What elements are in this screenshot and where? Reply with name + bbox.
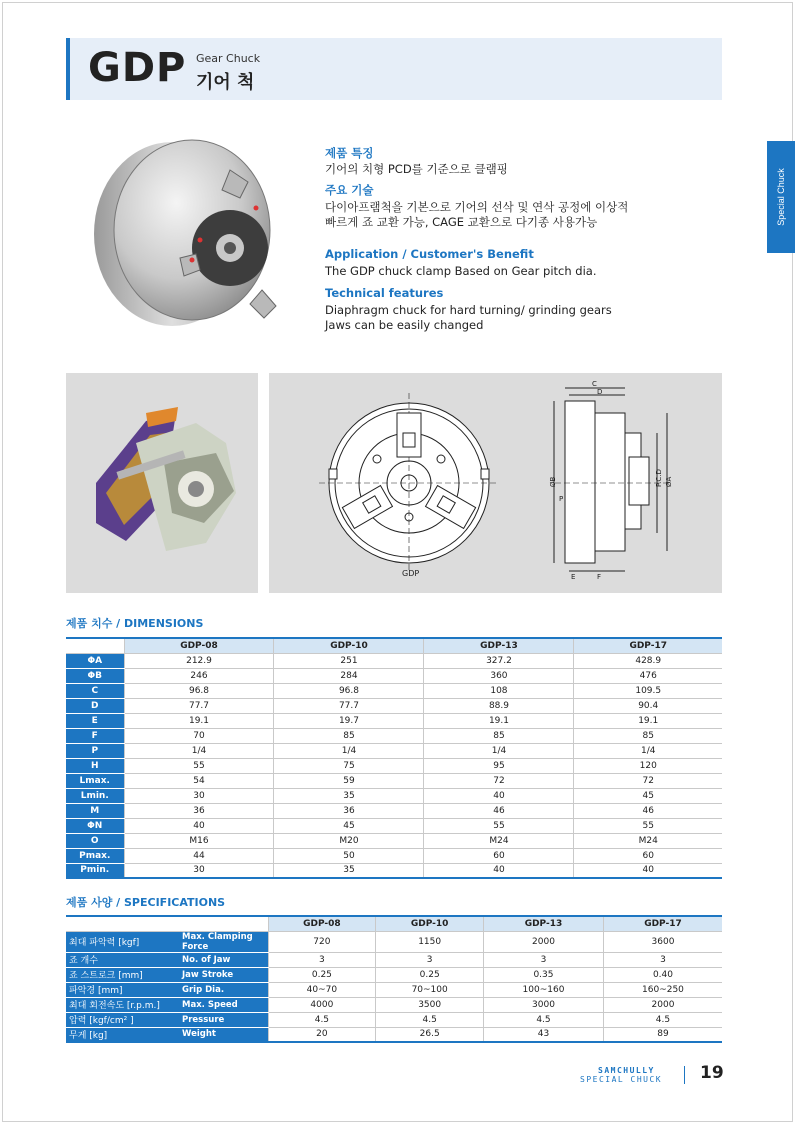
dimensions-row [66,713,722,728]
dimensions-row-label: Pmin. [66,863,124,878]
specifications-table [66,915,722,1043]
specifications-cell: 89 [603,1027,722,1042]
dimensions-row [66,728,722,743]
dim-col-header: GDP-13 [424,638,574,653]
dimensions-cell: 50 [274,848,424,863]
page-subtitle-ko: 기어 척 [196,72,255,93]
dimensions-cell: 59 [274,773,424,788]
dimensions-body [66,653,722,878]
dimensions-cell: 90.4 [574,698,722,713]
feature-text-en-2b: Jaws can be easily changed [325,318,484,332]
dimensions-row [66,803,722,818]
specifications-cell: 3 [484,952,604,967]
dimensions-row [66,683,722,698]
specifications-cell: 26.5 [376,1027,484,1042]
specifications-cell: 0.25 [376,967,484,982]
dimensions-cell: 19.1 [424,713,574,728]
specifications-cell: 40~70 [268,982,376,997]
dimensions-table [66,637,722,879]
dim-col-header: GDP-08 [124,638,274,653]
dimensions-row-label: E [66,713,124,728]
feature-text-en-2a: Diaphragm chuck for hard turning/ grinding gears [325,303,612,317]
dimensions-cell: 19.1 [124,713,274,728]
specifications-row-label-en: No. of Jaw [178,952,268,967]
dimensions-cell: 120 [574,758,722,773]
dimensions-row-label: F [66,728,124,743]
dimensions-cell: M16 [124,833,274,848]
specifications-cell: 0.25 [268,967,376,982]
dimensions-cell: 95 [424,758,574,773]
dimensions-row-label: ΦA [66,653,124,668]
dimensions-header-row [66,638,722,653]
side-tab[interactable] [767,141,795,253]
dimensions-cell: 327.2 [424,653,574,668]
dimensions-row-label: Lmin. [66,788,124,803]
specifications-row-label-en: Pressure [178,1012,268,1027]
specifications-cell: 1150 [376,931,484,952]
dimensions-corner-cell [66,638,124,653]
specifications-row-label-en: Jaw Stroke [178,967,268,982]
dim-label-a: ØA [665,476,673,487]
dimensions-cell: 77.7 [274,698,424,713]
feature-heading-ko-2: 주요 기술 [325,183,374,197]
dimensions-row [66,848,722,863]
drawing-label: GDP [402,569,420,578]
dimensions-row-label: ΦB [66,668,124,683]
specifications-cell: 0.35 [484,967,604,982]
dim-col-header: GDP-17 [574,638,722,653]
specifications-cell: 4.5 [484,1012,604,1027]
specifications-cell: 0.40 [603,967,722,982]
specifications-row-label-en: Max. Clamping Force [178,931,268,952]
dimensions-row [66,833,722,848]
specifications-row [66,997,722,1012]
page-number: 19 [700,1063,724,1083]
page-subtitle-en: Gear Chuck [196,52,261,65]
specifications-cell: 43 [484,1027,604,1042]
specifications-cell: 3 [268,952,376,967]
dim-label-pcd: P.C.D [655,469,663,487]
dimensions-cell: 96.8 [124,683,274,698]
dimensions-row-label: M [66,803,124,818]
specifications-cell: 70~100 [376,982,484,997]
dimensions-cell: 1/4 [574,743,722,758]
dimensions-cell: 85 [574,728,722,743]
specifications-row [66,1012,722,1027]
dimensions-cell: 55 [574,818,722,833]
dimensions-row-label: C [66,683,124,698]
specifications-row-label-en: Max. Speed [178,997,268,1012]
dimensions-cell: 75 [274,758,424,773]
footer-separator [684,1066,685,1084]
specifications-body [66,931,722,1042]
specifications-row-label-ko: 죠 스트로크 [mm] [66,967,178,982]
dimensions-cell: 109.5 [574,683,722,698]
dimensions-cell: M20 [274,833,424,848]
dimensions-cell: 35 [274,863,424,878]
specifications-cell: 4000 [268,997,376,1012]
cutaway-illustration [66,373,258,593]
dimensions-cell: 360 [424,668,574,683]
specifications-cell: 100~160 [484,982,604,997]
dimensions-cell: 45 [574,788,722,803]
dimensions-cell: 30 [124,863,274,878]
feature-text-ko-1: 기어의 치형 PCD를 기준으로 클램핑 [325,162,508,176]
specifications-row-label-ko: 죠 개수 [66,952,178,967]
specifications-corner-cell [66,916,268,931]
specifications-row [66,982,722,997]
feature-heading-en-1: Application / Customer's Benefit [325,247,534,261]
side-tab-label: Special Chuck [776,168,786,226]
dimensions-cell: 77.7 [124,698,274,713]
dimensions-cell: 36 [274,803,424,818]
specifications-row-label-ko: 압력 [kgf/cm² ] [66,1012,178,1027]
dim-label-f: F [597,573,602,581]
specifications-cell: 3 [603,952,722,967]
dimensions-cell: 72 [574,773,722,788]
spec-col-header: GDP-10 [376,916,484,931]
dimensions-cell: 36 [124,803,274,818]
dimensions-cell: 1/4 [424,743,574,758]
dimensions-row [66,743,722,758]
dimensions-cell: 40 [424,863,574,878]
specifications-row-label-ko: 최대 회전속도 [r.p.m.] [66,997,178,1012]
page-title: GDP [88,45,187,91]
specifications-row-label-en: Grip Dia. [178,982,268,997]
dimensions-cell: 60 [574,848,722,863]
technical-drawing [269,373,722,593]
dimensions-cell: 476 [574,668,722,683]
dimensions-cell: 30 [124,788,274,803]
dim-label-d: D [597,388,603,396]
dimensions-cell: M24 [424,833,574,848]
product-photo [80,130,290,330]
specifications-cell: 720 [268,931,376,952]
feature-text-ko-2b: 빠르게 죠 교환 가능, CAGE 교환으로 다기종 사용가능 [325,215,598,229]
dimensions-cell: 40 [574,863,722,878]
dimensions-row-label: Pmax. [66,848,124,863]
dimensions-cell: 1/4 [274,743,424,758]
dimensions-cell: 96.8 [274,683,424,698]
specifications-cell: 2000 [484,931,604,952]
dimensions-cell: 54 [124,773,274,788]
dimensions-row-label: P [66,743,124,758]
dimensions-cell: 40 [424,788,574,803]
feature-heading-ko-1: 제품 특징 [325,146,374,160]
dimensions-cell: 46 [574,803,722,818]
dimensions-cell: 428.9 [574,653,722,668]
cutaway-image-box [66,373,258,593]
dimensions-cell: 284 [274,668,424,683]
dimensions-cell: 251 [274,653,424,668]
dimensions-row-label: ΦN [66,818,124,833]
spec-col-header: GDP-17 [603,916,722,931]
dimensions-cell: 246 [124,668,274,683]
specifications-cell: 3 [376,952,484,967]
dimensions-row [66,758,722,773]
dimensions-cell: 85 [274,728,424,743]
dimensions-row [66,653,722,668]
dimensions-cell: 108 [424,683,574,698]
dimensions-row [66,863,722,878]
dimensions-row-label: Lmax. [66,773,124,788]
feature-heading-en-2: Technical features [325,286,444,300]
spec-col-header: GDP-08 [268,916,376,931]
dimensions-cell: 46 [424,803,574,818]
dimensions-row-label: H [66,758,124,773]
title-accent-bar [66,38,70,100]
dimensions-row [66,668,722,683]
dimensions-cell: 45 [274,818,424,833]
brand-tagline: SPECIAL CHUCK [580,1075,663,1084]
dimensions-cell: 85 [424,728,574,743]
dimensions-row-label: O [66,833,124,848]
side-view [554,388,669,571]
specifications-row [66,931,722,952]
dim-label-e: E [571,573,576,581]
specifications-cell: 3600 [603,931,722,952]
specifications-cell: 2000 [603,997,722,1012]
specifications-cell: 160~250 [603,982,722,997]
dimensions-heading: 제품 치수 / DIMENSIONS [66,617,204,630]
dimensions-row-label: D [66,698,124,713]
dimensions-cell: 44 [124,848,274,863]
feature-text-en-1: The GDP chuck clamp Based on Gear pitch dia. [325,264,597,278]
dimensions-row [66,698,722,713]
specifications-row [66,967,722,982]
spec-col-header: GDP-13 [484,916,604,931]
dimensions-cell: 19.1 [574,713,722,728]
dimensions-cell: 1/4 [124,743,274,758]
specifications-heading: 제품 사양 / SPECIFICATIONS [66,896,226,909]
dimensions-row [66,773,722,788]
dimensions-cell: 212.9 [124,653,274,668]
dimensions-cell: 60 [424,848,574,863]
feature-text-ko-2a: 다이아프램척을 기본으로 기어의 선삭 및 연삭 공정에 이상적 [325,200,629,214]
dim-label-b: ØB [549,476,557,487]
specifications-row-label-ko: 최대 파악력 [kgf] [66,931,178,952]
specifications-cell: 3500 [376,997,484,1012]
specifications-row-label-en: Weight [178,1027,268,1042]
dimensions-cell: 19.7 [274,713,424,728]
dimensions-row [66,788,722,803]
dim-col-header: GDP-10 [274,638,424,653]
specifications-header-row [66,916,722,931]
dimensions-cell: 70 [124,728,274,743]
front-view [319,393,499,573]
dim-label-p: P [559,495,564,503]
brand-name: SAMCHULLY [598,1066,655,1075]
dimensions-cell: 55 [424,818,574,833]
specifications-row-label-ko: 무게 [kg] [66,1027,178,1042]
dimensions-cell: 72 [424,773,574,788]
specifications-row-label-ko: 파악경 [mm] [66,982,178,997]
specifications-cell: 4.5 [268,1012,376,1027]
dimensions-cell: 55 [124,758,274,773]
specifications-cell: 4.5 [376,1012,484,1027]
dimensions-cell: M24 [574,833,722,848]
dimensions-cell: 35 [274,788,424,803]
dimensions-cell: 40 [124,818,274,833]
dimensions-row [66,818,722,833]
drawing-image-box [269,373,722,593]
dim-label-c: C [592,380,597,388]
specifications-row [66,1027,722,1042]
dimensions-cell: 88.9 [424,698,574,713]
specifications-row [66,952,722,967]
specifications-cell: 4.5 [603,1012,722,1027]
specifications-cell: 20 [268,1027,376,1042]
specifications-cell: 3000 [484,997,604,1012]
